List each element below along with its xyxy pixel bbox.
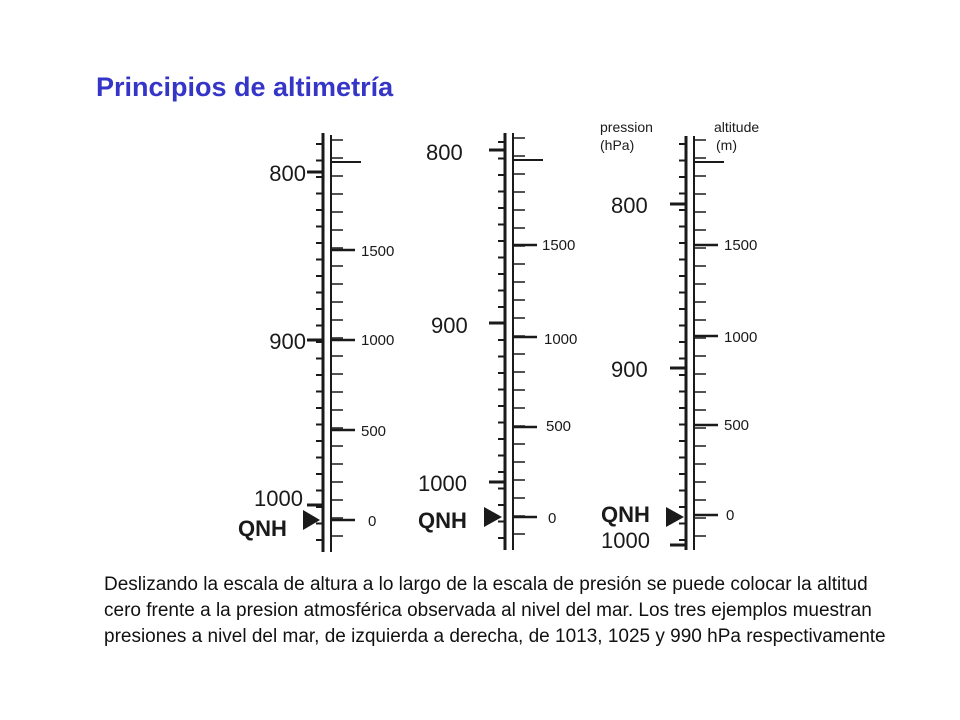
altitude-label-0: 0: [726, 507, 735, 524]
pressure-label-800: 800: [269, 161, 306, 186]
altitude-header-line2: (m): [716, 137, 737, 153]
qnh-marker-icon: [484, 507, 502, 527]
altitude-label-0: 0: [548, 510, 557, 527]
pressure-label-900: 900: [269, 329, 306, 354]
altimeter-scale-2: [418, 133, 577, 550]
altitude-label-1500: 1500: [542, 237, 576, 254]
pressure-header: [600, 119, 653, 153]
pressure-label-1000: 1000: [418, 471, 467, 496]
qnh-label: QNH: [601, 502, 650, 527]
pressure-ticks: [489, 142, 505, 538]
altitude-ticks: [331, 140, 361, 536]
page-title: Principios de altimetría: [96, 72, 394, 102]
pressure-label-800: 800: [426, 140, 463, 165]
pressure-ticks: [670, 144, 686, 545]
altitude-label-1500: 1500: [724, 237, 758, 254]
pressure-label-800: 800: [611, 193, 648, 218]
altitude-label-1000: 1000: [361, 332, 395, 349]
altitude-ticks: [694, 140, 724, 536]
altimeter-scale-1: [238, 133, 394, 552]
altitude-ticks: [513, 138, 543, 534]
altitude-label-1500: 1500: [361, 243, 395, 260]
pressure-label-1000: 1000: [601, 528, 650, 553]
altitude-label-0: 0: [368, 513, 377, 530]
altitude-label-1000: 1000: [544, 331, 578, 348]
altimeter-scale-3: [601, 136, 757, 553]
pressure-label-900: 900: [611, 357, 648, 382]
pressure-label-1000: 1000: [254, 486, 303, 511]
altitude-header: [714, 119, 759, 153]
altitude-label-1000: 1000: [724, 329, 758, 346]
altitude-label-500: 500: [361, 423, 387, 440]
qnh-label: QNH: [418, 508, 467, 533]
pressure-header-line2: (hPa): [600, 137, 635, 153]
qnh-marker-icon: [303, 510, 320, 530]
pressure-label-900: 900: [431, 313, 468, 338]
qnh-label: QNH: [238, 516, 287, 541]
caption-text: Deslizando la escala de altura a lo largo de la escala de presión se puede colocar la altitud cero frente a la presion atmosférica observada al nivel del mar. Los tres ejemplos muestran presiones a nivel del mar, de izquierda a derecha, de 1013, 1025 y 990 hPa respectivamente: [104, 574, 886, 647]
altitude-label-500: 500: [546, 418, 572, 435]
pressure-ticks: [307, 144, 323, 540]
pressure-header-line1: pression: [600, 119, 653, 135]
altitude-label-500: 500: [724, 417, 750, 434]
altitude-header-line1: altitude: [714, 119, 760, 135]
